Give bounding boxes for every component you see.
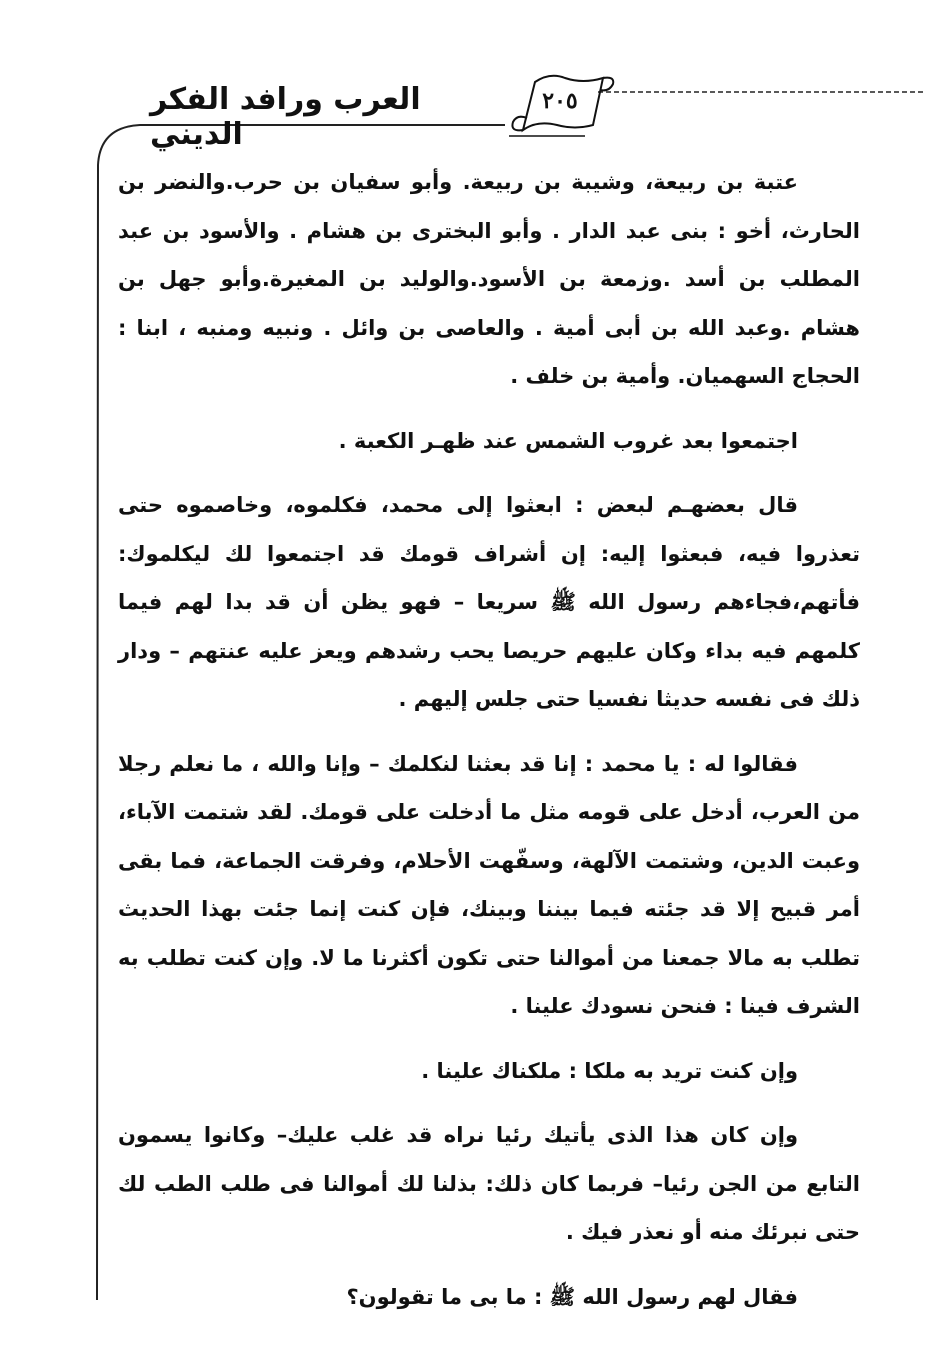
paragraph-2: اجتمعوا بعد غروب الشمس عند ظهـر الكعبة .	[338, 428, 798, 453]
running-header-title: العرب ورافد الفكر الديني	[150, 82, 421, 152]
paragraph-1: عتبة بن ربيعة، وشيبة بن ربيعة. وأبو سفيان بن حرب.والنضر بن الحارث، أخو : بنى عبد الدار . وأبو البخترى بن هشام . والأسود بن عبد المطلب بن أسد .وزمعة بن الأسود.والوليد بن المغيرة.وأبو جهل بن هشام .وعبد الله بن أبى أمية . والعاصى بن وائل . ونبيه ومنبه ، ابنا : الحجاج السهميان. وأمية بن خلف .	[118, 170, 860, 388]
paragraph-5: وإن كنت تريد به ملكا : ملكناك علينا .	[421, 1058, 798, 1083]
body-text	[118, 158, 860, 1321]
paragraph-3: قال بعضهـم لبعض : ابعثوا إلى محمد، فكلموه، وخاصموه حتى تعذروا فيه، فبعثوا إليه: إن أشراف قومك قد اجتمعوا لك ليكلموك: فأتهم،فجاءهم رسول الله ﷺ سريعا – فهو يظن أن قد بدا لهم فيما كلمهم فيه بداء وكان عليهم حريصا يحب رشدهم ويعز عليه عنتهم – ودار ذلك فى نفسه حديثا نفسيا حتى جلس إليهم .	[118, 493, 860, 711]
paragraph-7: فقال لهم رسول الله ﷺ : ما بى ما تقولون؟	[346, 1284, 798, 1309]
paragraph-6: وإن كان هذا الذى يأتيك رئيا نراه قد غلب عليك– وكانوا يسمون التابع من الجن رئيا– فربما كان ذلك: بذلنا لك أموالنا فى طلب الطب لك حتى نبرئك منه أو نعذر فيك .	[118, 1123, 860, 1244]
page-number: ٢٠٥	[542, 88, 578, 114]
paragraph-4: فقالوا له : يا محمد : إنا قد بعثنا لنكلمك – وإنا والله ، ما نعلم رجلا من العرب، أدخل على قومه مثل ما أدخلت على قومك. لقد شتمت الآباء، وعبت الدين، وشتمت الآلهة، وسفّهت الأحلام، وفرقت الجماعة، فما بقى أمر قبيح إلا قد جئته فيما بيننا وبينك، فإن كنت إنما جئت بهذا الحديث تطلب به مالا جمعنا من أموالنا حتى تكون أكثرنا ما لا. وإن كنت تطلب به الشرف فينا : فنحن نسودك علينا .	[118, 751, 860, 1018]
